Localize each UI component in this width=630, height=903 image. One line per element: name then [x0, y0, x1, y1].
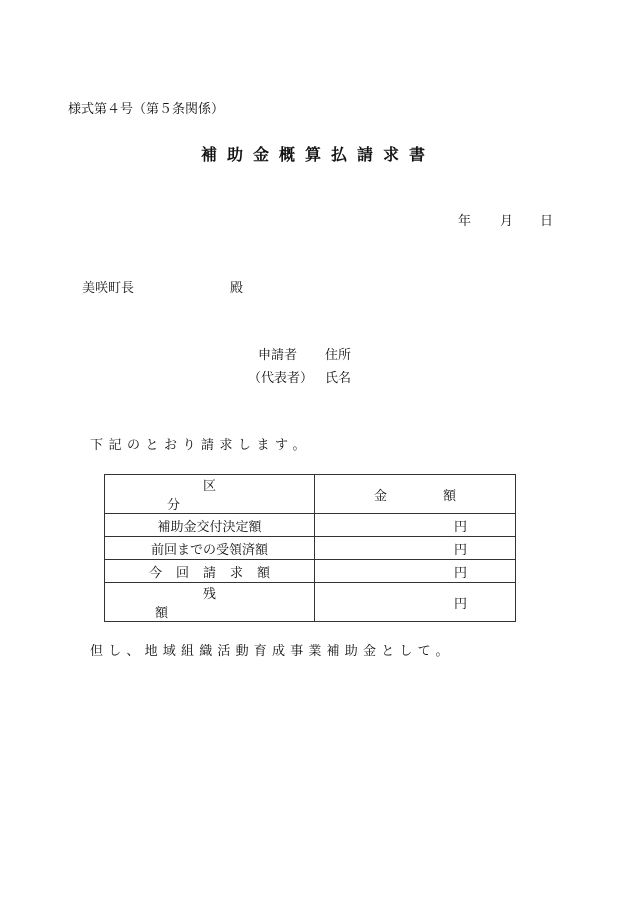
table-row	[105, 583, 516, 622]
addressee-name: 美咲町長	[82, 281, 135, 296]
table-row	[105, 560, 516, 583]
row-label-current-request: 今回請求額	[105, 560, 315, 583]
header-category: 区分	[105, 475, 315, 514]
representative-label: （代表者）	[248, 371, 314, 386]
row-amount-current-request: 円	[315, 560, 516, 583]
table-row	[105, 537, 516, 560]
row-amount-previously-received: 円	[315, 537, 516, 560]
header-amount: 金額	[315, 475, 516, 514]
table-row	[105, 514, 516, 537]
row-label-grant-decision: 補助金交付決定額	[105, 514, 315, 537]
row-amount-remaining: 円	[315, 583, 516, 622]
date-day-label: 日	[540, 214, 554, 229]
table-header-row	[105, 475, 516, 514]
addressee-honorific: 殿	[230, 281, 244, 296]
address-label: 住所	[325, 348, 352, 363]
claim-table	[104, 474, 516, 622]
purpose-note: 但し、地域組織活動育成事業補助金として。	[90, 644, 454, 659]
request-statement: 下記のとおり請求します。	[90, 438, 311, 453]
name-label: 氏名	[325, 371, 352, 386]
document-title: 補助金概算払請求書	[200, 145, 435, 164]
row-amount-grant-decision: 円	[315, 514, 516, 537]
date-year-label: 年	[458, 214, 472, 229]
form-number: 様式第４号（第５条関係）	[68, 102, 225, 117]
date-month-label: 月	[500, 214, 514, 229]
applicant-label: 申請者	[258, 348, 298, 363]
row-label-previously-received: 前回までの受領済額	[105, 537, 315, 560]
row-label-remaining: 残額	[105, 583, 315, 622]
